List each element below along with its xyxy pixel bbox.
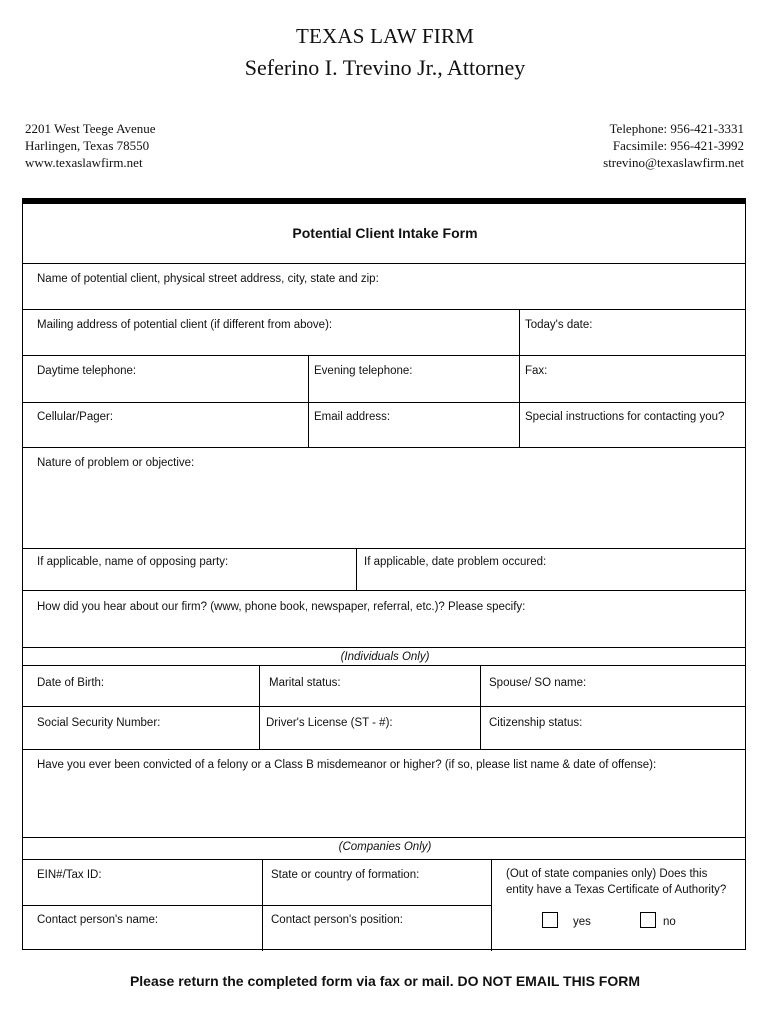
mailing-address-label: Mailing address of potential client (if different from above): xyxy=(37,319,333,331)
date-problem-label: If applicable, date problem occured: xyxy=(364,556,547,568)
address-line-street: 2201 West Teege Avenue xyxy=(25,121,156,136)
contact-facsimile: Facsimile: 956-421-3992 xyxy=(612,138,744,153)
date-of-birth-label: Date of Birth: xyxy=(37,677,105,689)
individuals-only-heading: (Individuals Only) xyxy=(340,651,430,663)
opposing-party-label: If applicable, name of opposing party: xyxy=(37,556,229,568)
fax-label: Fax: xyxy=(525,365,548,377)
row-divider xyxy=(23,548,745,549)
evening-telephone-label: Evening telephone: xyxy=(314,365,413,377)
todays-date-label: Today's date: xyxy=(525,319,593,331)
marital-status-label: Marital status: xyxy=(269,677,341,689)
column-divider xyxy=(480,665,481,750)
no-label: no xyxy=(663,916,676,928)
return-instructions: Please return the completed form via fax or mail. DO NOT EMAIL THIS FORM xyxy=(129,973,641,989)
row-divider xyxy=(23,905,491,906)
firm-contact xyxy=(603,120,744,171)
row-divider xyxy=(23,706,745,707)
yes-checkbox[interactable] xyxy=(542,912,558,928)
column-divider xyxy=(356,548,357,591)
certificate-question-line2: entity have a Texas Certificate of Authority? xyxy=(506,884,727,896)
ein-tax-id-label: EIN#/Tax ID: xyxy=(37,869,102,881)
row-divider xyxy=(23,447,745,448)
nature-of-problem-label: Nature of problem or objective: xyxy=(37,457,195,469)
contact-person-name-label: Contact person's name: xyxy=(37,914,159,926)
row-divider xyxy=(23,309,745,310)
spouse-name-label: Spouse/ SO name: xyxy=(489,677,587,689)
yes-label: yes xyxy=(573,916,591,928)
cellular-pager-label: Cellular/Pager: xyxy=(37,411,114,423)
no-checkbox[interactable] xyxy=(640,912,656,928)
felony-question-label: Have you ever been convicted of a felony or a Class B misdemeanor or higher? (if so, please list name & date of offense): xyxy=(37,759,657,771)
companies-only-heading: (Companies Only) xyxy=(338,841,432,853)
row-divider xyxy=(23,859,745,860)
address-line-city: Harlingen, Texas 78550 xyxy=(25,138,150,153)
drivers-license-label: Driver's License (ST - #): xyxy=(266,717,393,729)
state-of-formation-label: State or country of formation: xyxy=(271,869,420,881)
special-instructions-label: Special instructions for contacting you? xyxy=(525,411,725,423)
row-divider xyxy=(23,647,745,648)
column-divider xyxy=(262,859,263,951)
column-divider xyxy=(308,355,309,448)
row-divider xyxy=(23,402,745,403)
citizenship-status-label: Citizenship status: xyxy=(489,717,583,729)
row-divider xyxy=(23,263,745,264)
address-line-website: www.texaslawfirm.net xyxy=(25,155,143,170)
row-divider xyxy=(23,355,745,356)
row-divider xyxy=(23,837,745,838)
firm-name: TEXAS LAW FIRM xyxy=(295,24,475,48)
name-address-label: Name of potential client, physical street address, city, state and zip: xyxy=(37,273,379,285)
firm-address xyxy=(25,120,156,171)
column-divider xyxy=(519,309,520,448)
row-divider xyxy=(23,749,745,750)
row-divider xyxy=(23,590,745,591)
column-divider xyxy=(259,665,260,750)
ssn-label: Social Security Number: xyxy=(37,717,161,729)
certificate-question-line1: (Out of state companies only) Does this xyxy=(506,868,708,880)
daytime-telephone-label: Daytime telephone: xyxy=(37,365,137,377)
referral-source-label: How did you hear about our firm? (www, phone book, newspaper, referral, etc.)? Please specify: xyxy=(37,601,526,613)
row-divider xyxy=(23,665,745,666)
column-divider xyxy=(491,859,492,951)
contact-email: strevino@texaslawfirm.net xyxy=(603,155,744,170)
form-title: Potential Client Intake Form xyxy=(292,225,478,241)
attorney-name: Seferino I. Trevino Jr., Attorney xyxy=(244,55,526,80)
contact-person-position-label: Contact person's position: xyxy=(271,914,403,926)
email-address-label: Email address: xyxy=(314,411,391,423)
intake-form xyxy=(22,198,746,950)
contact-telephone: Telephone: 956-421-3331 xyxy=(609,121,744,136)
